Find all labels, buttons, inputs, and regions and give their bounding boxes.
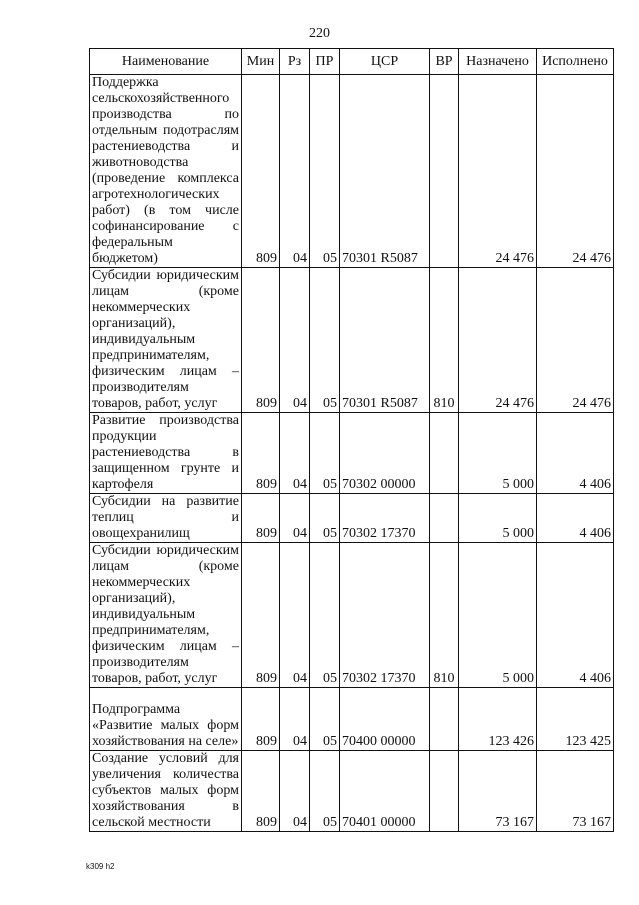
row-vr: 810 xyxy=(430,268,459,413)
header-min: Мин xyxy=(242,49,280,75)
row-assigned: 5 000 xyxy=(459,543,537,688)
row-pr: 05 xyxy=(310,75,340,268)
header-assigned: Назначено xyxy=(459,49,537,75)
table-row xyxy=(90,494,614,543)
header-vr: ВР xyxy=(430,49,459,75)
row-name: Субсидии юридическим лицам (кроме некоммерческих организаций), индивидуальным предпринимателям, физическим лицам – производителям товаров, работ, услуг xyxy=(90,268,242,413)
row-assigned: 24 476 xyxy=(459,75,537,268)
row-rz: 04 xyxy=(280,75,310,268)
row-pr: 05 xyxy=(310,268,340,413)
row-min: 809 xyxy=(242,268,280,413)
row-pr: 05 xyxy=(310,494,340,543)
table-header-row xyxy=(90,49,614,75)
row-csr: 70401 00000 xyxy=(340,751,430,832)
table-row xyxy=(90,268,614,413)
footer-code: k309 h2 xyxy=(86,862,115,871)
row-name: Подпрограмма «Развитие малых форм хозяйствования на селе» xyxy=(90,688,242,751)
header-name: Наименование xyxy=(90,49,242,75)
table-row xyxy=(90,413,614,494)
table-row xyxy=(90,75,614,268)
row-executed: 4 406 xyxy=(537,494,614,543)
table-row xyxy=(90,751,614,832)
row-executed: 24 476 xyxy=(537,268,614,413)
row-min: 809 xyxy=(242,751,280,832)
row-rz: 04 xyxy=(280,268,310,413)
row-executed: 4 406 xyxy=(537,543,614,688)
row-rz: 04 xyxy=(280,494,310,543)
row-pr: 05 xyxy=(310,543,340,688)
row-min: 809 xyxy=(242,688,280,751)
row-rz: 04 xyxy=(280,413,310,494)
row-vr xyxy=(430,751,459,832)
row-assigned: 73 167 xyxy=(459,751,537,832)
row-vr xyxy=(430,688,459,751)
header-pr: ПР xyxy=(310,49,340,75)
row-min: 809 xyxy=(242,543,280,688)
table-row xyxy=(90,543,614,688)
row-name: Субсидии юридическим лицам (кроме некоммерческих организаций), индивидуальным предпринимателям, физическим лицам – производителям товаров, работ, услуг xyxy=(90,543,242,688)
row-vr xyxy=(430,494,459,543)
row-name: Поддержка сельскохозяйственного производства по отдельным подотраслям растениеводства и животноводства (проведение комплекса агротехнологических работ) (в том числе софинансирование с федеральным бюджетом) xyxy=(90,75,242,268)
row-executed: 24 476 xyxy=(537,75,614,268)
table-row xyxy=(90,688,614,751)
row-name: Развитие производства продукции растениеводства в защищенном грунте и картофеля xyxy=(90,413,242,494)
row-assigned: 123 426 xyxy=(459,688,537,751)
header-rz: Рз xyxy=(280,49,310,75)
row-vr: 810 xyxy=(430,543,459,688)
row-min: 809 xyxy=(242,413,280,494)
row-min: 809 xyxy=(242,75,280,268)
row-vr xyxy=(430,413,459,494)
header-csr: ЦСР xyxy=(340,49,430,75)
row-assigned: 5 000 xyxy=(459,494,537,543)
row-assigned: 5 000 xyxy=(459,413,537,494)
row-name: Субсидии на развитие теплиц и овощехранилищ xyxy=(90,494,242,543)
row-csr: 70302 17370 xyxy=(340,494,430,543)
row-csr: 70400 00000 xyxy=(340,688,430,751)
row-min: 809 xyxy=(242,494,280,543)
page-number: 220 xyxy=(309,26,330,41)
header-executed: Исполнено xyxy=(537,49,614,75)
row-name: Создание условий для увеличения количества субъектов малых форм хозяйствования в сельской местности xyxy=(90,751,242,832)
row-executed: 4 406 xyxy=(537,413,614,494)
row-rz: 04 xyxy=(280,688,310,751)
row-csr: 70302 00000 xyxy=(340,413,430,494)
row-assigned: 24 476 xyxy=(459,268,537,413)
row-csr: 70301 R5087 xyxy=(340,75,430,268)
row-rz: 04 xyxy=(280,751,310,832)
row-pr: 05 xyxy=(310,688,340,751)
row-executed: 123 425 xyxy=(537,688,614,751)
row-pr: 05 xyxy=(310,413,340,494)
row-executed: 73 167 xyxy=(537,751,614,832)
row-vr xyxy=(430,75,459,268)
row-csr: 70301 R5087 xyxy=(340,268,430,413)
row-pr: 05 xyxy=(310,751,340,832)
row-rz: 04 xyxy=(280,543,310,688)
row-csr: 70302 17370 xyxy=(340,543,430,688)
budget-table xyxy=(89,48,614,832)
